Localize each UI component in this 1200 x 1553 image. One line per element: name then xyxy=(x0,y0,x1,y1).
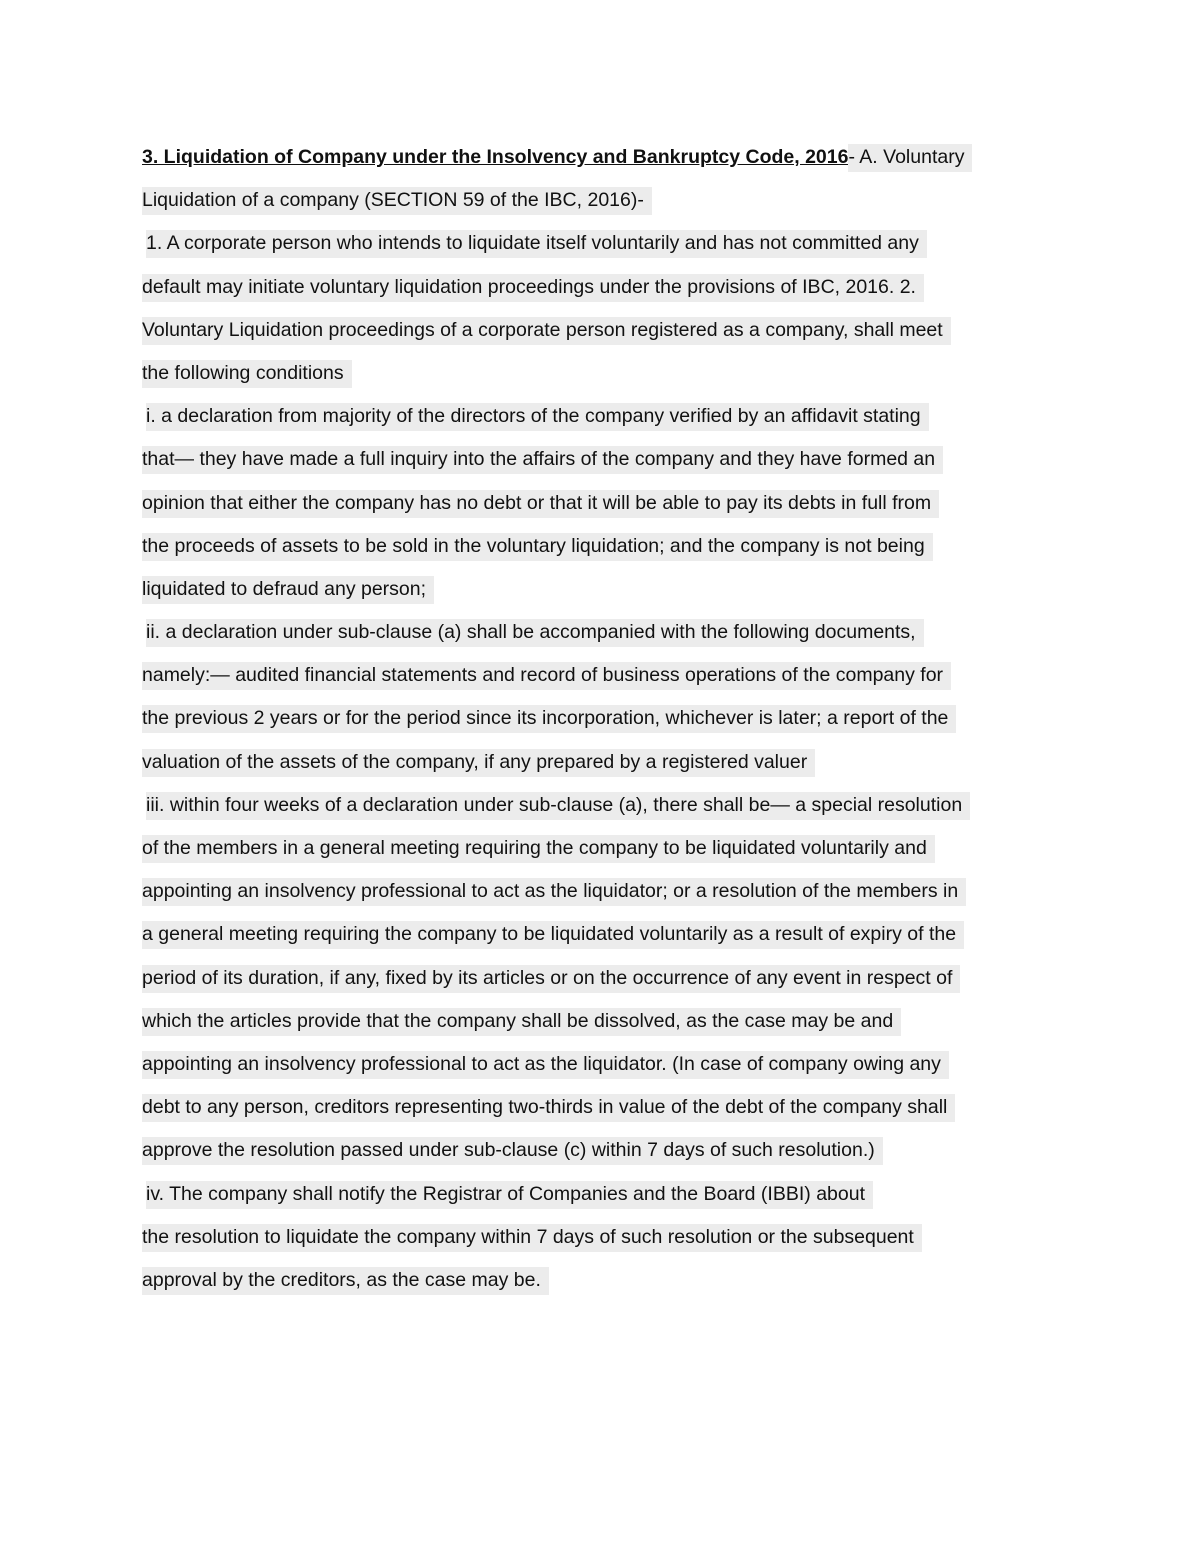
text-line xyxy=(142,1263,1072,1306)
text-line xyxy=(142,1047,1072,1090)
text-line xyxy=(142,183,1072,226)
text-line xyxy=(142,572,1072,615)
text-line xyxy=(142,615,1072,658)
document-body xyxy=(142,140,1072,1306)
text-run: Liquidation of a company (SECTION 59 of the IBC, 2016)- xyxy=(142,187,652,215)
text-line xyxy=(142,1220,1072,1263)
text-line xyxy=(142,1004,1072,1047)
text-run: the previous 2 years or for the period since its incorporation, whichever is later; a report of the xyxy=(142,705,956,733)
text-line xyxy=(142,917,1072,960)
text-run: ii. a declaration under sub-clause (a) shall be accompanied with the following documents, xyxy=(146,619,924,647)
text-run: valuation of the assets of the company, if any prepared by a registered valuer xyxy=(142,749,815,777)
text-line xyxy=(142,356,1072,399)
text-run: appointing an insolvency professional to act as the liquidator; or a resolution of the members in xyxy=(142,878,966,906)
text-line xyxy=(142,140,1072,183)
text-run: namely:— audited financial statements and record of business operations of the company for xyxy=(142,662,951,690)
text-run: iii. within four weeks of a declaration under sub-clause (a), there shall be— a special resolution xyxy=(146,792,970,820)
text-run: default may initiate voluntary liquidation proceedings under the provisions of IBC, 2016. 2. xyxy=(142,274,924,302)
text-run: iv. The company shall notify the Registrar of Companies and the Board (IBBI) about xyxy=(146,1181,873,1209)
text-line xyxy=(142,745,1072,788)
text-run: of the members in a general meeting requiring the company to be liquidated voluntarily and xyxy=(142,835,935,863)
text-line xyxy=(142,399,1072,442)
text-line xyxy=(142,226,1072,269)
text-run: the resolution to liquidate the company within 7 days of such resolution or the subsequent xyxy=(142,1224,922,1252)
text-run: - A. Voluntary xyxy=(848,144,972,172)
text-run: the proceeds of assets to be sold in the voluntary liquidation; and the company is not being xyxy=(142,533,933,561)
text-run: liquidated to defraud any person; xyxy=(142,576,434,604)
text-run: debt to any person, creditors representing two-thirds in value of the debt of the company shall xyxy=(142,1094,955,1122)
text-run: approval by the creditors, as the case may be. xyxy=(142,1267,549,1295)
text-line xyxy=(142,831,1072,874)
text-line xyxy=(142,529,1072,572)
text-run: Voluntary Liquidation proceedings of a corporate person registered as a company, shall meet xyxy=(142,317,951,345)
text-run: approve the resolution passed under sub-clause (c) within 7 days of such resolution.) xyxy=(142,1137,883,1165)
text-line xyxy=(142,658,1072,701)
text-line xyxy=(142,1090,1072,1133)
text-line xyxy=(142,1133,1072,1176)
text-run: appointing an insolvency professional to act as the liquidator. (In case of company owing any xyxy=(142,1051,949,1079)
text-line xyxy=(142,1177,1072,1220)
text-line xyxy=(142,486,1072,529)
text-line xyxy=(142,313,1072,356)
text-run: a general meeting requiring the company to be liquidated voluntarily as a result of expiry of the xyxy=(142,921,964,949)
text-line xyxy=(142,442,1072,485)
text-run: opinion that either the company has no debt or that it will be able to pay its debts in full from xyxy=(142,490,939,518)
text-line xyxy=(142,701,1072,744)
text-run: which the articles provide that the company shall be dissolved, as the case may be and xyxy=(142,1008,901,1036)
section-heading: 3. Liquidation of Company under the Insolvency and Bankruptcy Code, 2016 xyxy=(142,146,849,168)
text-line xyxy=(142,788,1072,831)
text-run: i. a declaration from majority of the directors of the company verified by an affidavit stating xyxy=(146,403,929,431)
text-line xyxy=(142,270,1072,313)
text-run: 1. A corporate person who intends to liquidate itself voluntarily and has not committed any xyxy=(146,230,927,258)
text-run: period of its duration, if any, fixed by its articles or on the occurrence of any event in respect of xyxy=(142,965,960,993)
text-line xyxy=(142,961,1072,1004)
text-run: the following conditions xyxy=(142,360,352,388)
text-run: that— they have made a full inquiry into the affairs of the company and they have formed an xyxy=(142,446,943,474)
text-line xyxy=(142,874,1072,917)
